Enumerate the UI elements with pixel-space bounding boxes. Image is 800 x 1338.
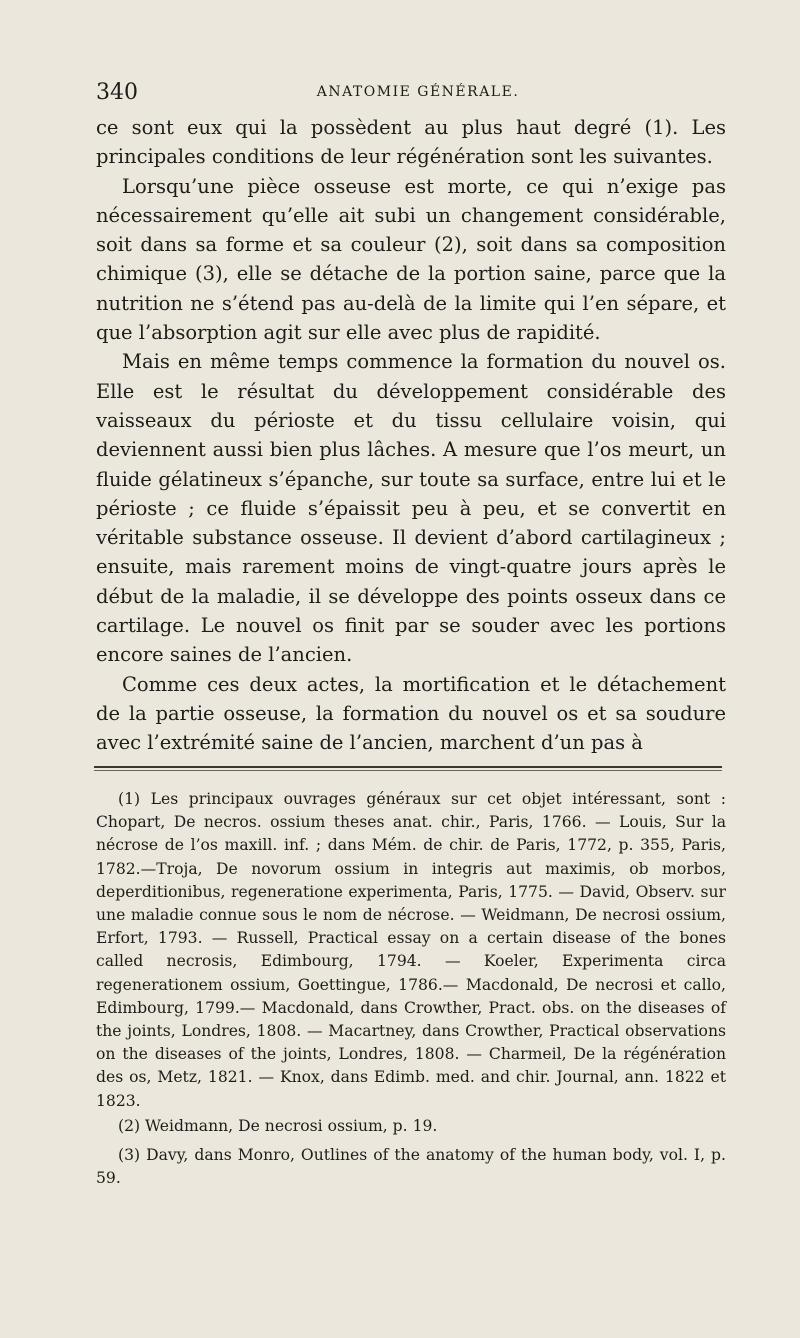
footnotes	[96, 788, 726, 1196]
running-head	[96, 80, 740, 108]
footnote-separator	[94, 766, 722, 768]
body-text	[96, 113, 726, 758]
paragraph: Lorsqu’une pièce osseuse est morte, ce qui n’exige pas nécessairement qu’elle ait subi un changement considérable, soit dans sa forme et sa couleur (2), soit dans sa composition chimique (3), elle se détache de la portion saine, parce que la nutrition ne s’étend pas au-delà de la limite qui l’en sépare, et que l’absorption agit sur elle avec plus de rapidité.	[96, 174, 726, 345]
footnote: (2) Weidmann, De necrosi ossium, p. 19.	[118, 1116, 438, 1135]
paragraph: ce sont eux qui la possèdent au plus haut degré (1). Les principales conditions de leur régénération sont les suivantes.	[96, 116, 726, 169]
paragraph: Comme ces deux actes, la mortification et le détachement de la partie osseuse, la formation du nouvel os et sa soudure avec l’extrémité saine de l’ancien, marchent d’un pas à	[96, 672, 726, 755]
paragraph: Mais en même temps commence la formation du nouvel os. Elle est le résultat du développement considérable des vaisseaux du périoste et du tissu cellulaire voisin, qui deviennent aussi bien plus lâches. A mesure que l’os meurt, un fluide gélatineux s’épanche, sur toute sa surface, entre lui et le périoste ; ce fluide s’épaissit peu à peu, et se convertit en véritable substance osseuse. Il devient d’abord cartilagineux ; ensuite, mais rarement moins de vingt-quatre jours après le début de la maladie, il se développe des points osseux dans ce cartilage. Le nouvel os finit par se souder avec les portions encore saines de l’ancien.	[96, 350, 726, 667]
footnote: (3) Davy, dans Monro, Outlines of the anatomy of the human body, vol. I, p. 59.	[96, 1146, 726, 1188]
footnote: (1) Les principaux ouvrages généraux sur cet objet intéressant, sont : Chopart, De necros. ossium theses anat. chir., Paris, 1766. — Louis, Sur la nécrose de l’os maxill. inf. ; dans Mém. de chir. de Paris, 1772, p. 355, Paris, 1782.—Troja, De novorum ossium in integris aut maximis, ob morbos, deperditionibus, regeneratione experimenta, Paris, 1775. — David, Observ. sur une maladie connue sous le nom de nécrose. — Weidmann, De necrosi ossium, Erfort, 1793. — Russell, Practical essay on a certain disease of the bones called necrosis, Edimbourg, 1794. — Koeler, Experimenta circa regenerationem ossium, Goettingue, 1786.— Macdonald, De necrosi et callo, Edimbourg, 1799.— Macdonald, dans Crowther, Pract. obs. on the diseases of the joints, Londres, 1808. — Macartney, dans Crowther, Practical observations on the diseases of the joints, Londres, 1808. — Charmeil, De la régénération des os, Metz, 1821. — Knox, dans Edimb. med. and chir. Journal, ann. 1822 et 1823.	[96, 790, 726, 1110]
page-number: 340	[96, 80, 138, 105]
running-title: ANATOMIE GÉNÉRALE.	[316, 84, 520, 100]
